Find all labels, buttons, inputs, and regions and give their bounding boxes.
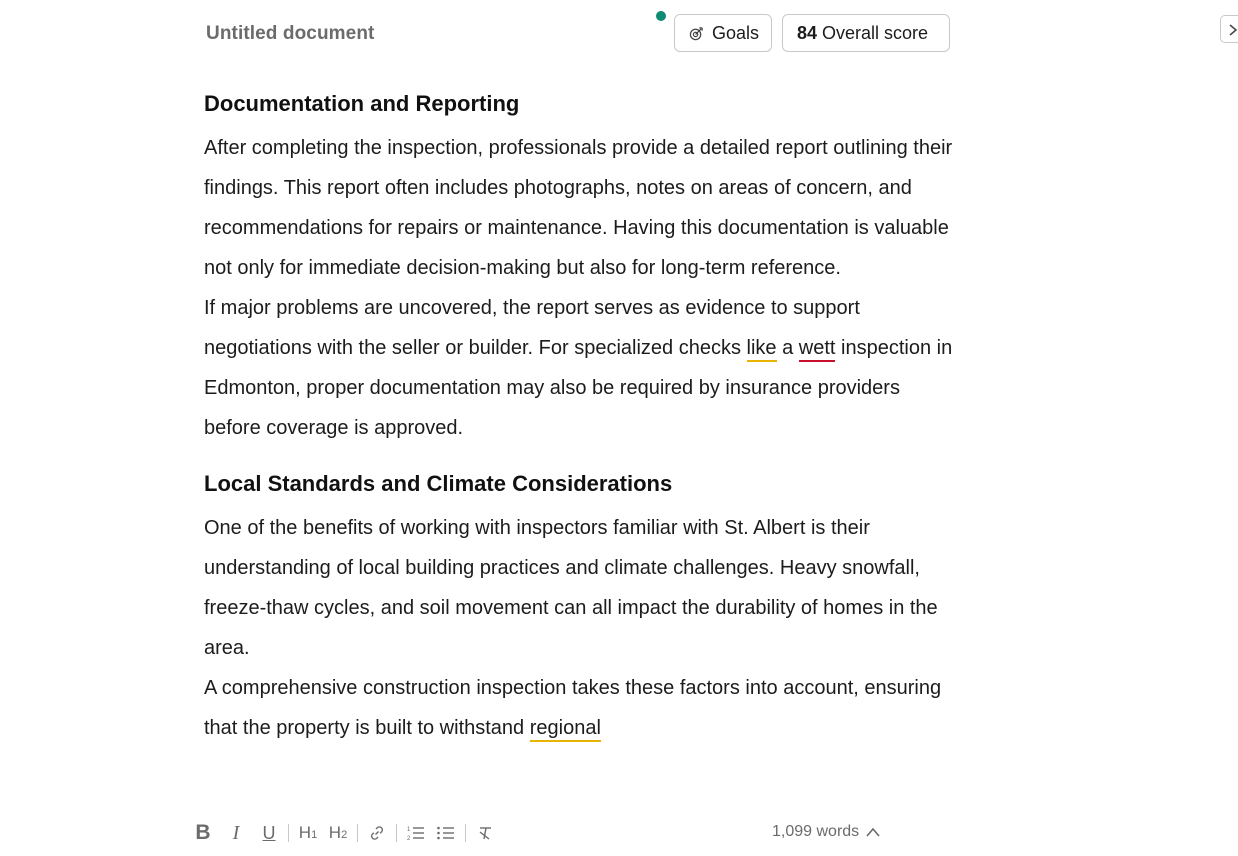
bold-button[interactable]: B <box>195 821 211 844</box>
goals-label: Goals <box>712 22 760 43</box>
suggestion-flag[interactable]: like <box>747 337 777 362</box>
underline-button[interactable]: U <box>262 822 276 843</box>
text-run: If major problems are uncovered, the report serves as evidence to support negotiations with the seller or builder. For specialized checks <box>204 297 860 359</box>
suggestion-flag[interactable]: regional <box>530 717 601 742</box>
goals-button[interactable] <box>674 14 772 52</box>
document-body[interactable] <box>204 86 964 748</box>
document-title[interactable]: Untitled document <box>206 23 375 44</box>
collapse-chevron-icon <box>1227 23 1238 37</box>
toolbar-divider <box>288 824 289 842</box>
paragraph <box>204 288 956 448</box>
overall-score-button[interactable] <box>782 14 950 52</box>
heading1-button[interactable] <box>297 818 319 848</box>
svg-text:2: 2 <box>407 836 411 842</box>
toolbar-divider <box>465 824 466 842</box>
text-run: A comprehensive construction inspection takes these factors into account, ensuring that the property is built to withstand <box>204 677 942 739</box>
paragraph: One of the benefits of working with inspectors familiar with St. Albert is their understanding of local building practices and climate challenges. Heavy snowfall, freeze-thaw cycles, and soil movement can all impact the durability of homes in the area. <box>204 517 938 659</box>
heading2-number: 2 <box>341 829 348 841</box>
heading2-button[interactable] <box>327 818 349 848</box>
score-value: 84 <box>797 22 818 43</box>
numbered-list-button[interactable] <box>405 818 427 848</box>
word-count-label: 1,099 words <box>772 823 860 840</box>
word-count-toggle[interactable] <box>772 823 881 841</box>
bulleted-list-button[interactable] <box>435 818 457 848</box>
link-icon <box>368 824 386 842</box>
collapse-sidebar-button[interactable] <box>1220 15 1238 43</box>
toolbar-divider <box>396 824 397 842</box>
formatting-toolbar <box>192 818 496 848</box>
clear-format-icon <box>476 824 494 842</box>
text-run: a <box>776 337 799 359</box>
svg-text:1: 1 <box>407 827 411 833</box>
paragraph: After completing the inspection, professionals provide a detailed report outlining their findings. This report often includes photographs, notes on areas of concern, and recommendations for repairs or maintenance. Having this documentation is valuable not only for immediate decision-making but also for long-term reference. <box>204 137 953 279</box>
italic-button[interactable]: I <box>232 821 240 844</box>
bulleted-list-icon <box>436 824 456 842</box>
heading2-letter: H <box>328 823 342 842</box>
clear-format-button[interactable] <box>474 818 496 848</box>
numbered-list-icon <box>406 824 426 842</box>
status-dot <box>656 11 666 21</box>
goals-icon <box>689 26 704 41</box>
score-label: Overall score <box>822 22 929 43</box>
paragraph <box>204 668 956 748</box>
section-heading-local-standards: Local Standards and Climate Considerations <box>204 471 673 496</box>
chevron-up-icon <box>865 826 881 838</box>
text-run: inspection in Edmonton, proper documentation may also be required by insurance providers before coverage is approved. <box>204 337 953 439</box>
toolbar-divider <box>357 824 358 842</box>
heading1-number: 1 <box>311 829 318 841</box>
link-button[interactable] <box>366 818 388 848</box>
spelling-error-flag[interactable]: wett <box>799 337 836 362</box>
heading1-letter: H <box>298 823 312 842</box>
section-heading-documentation: Documentation and Reporting <box>204 91 520 116</box>
